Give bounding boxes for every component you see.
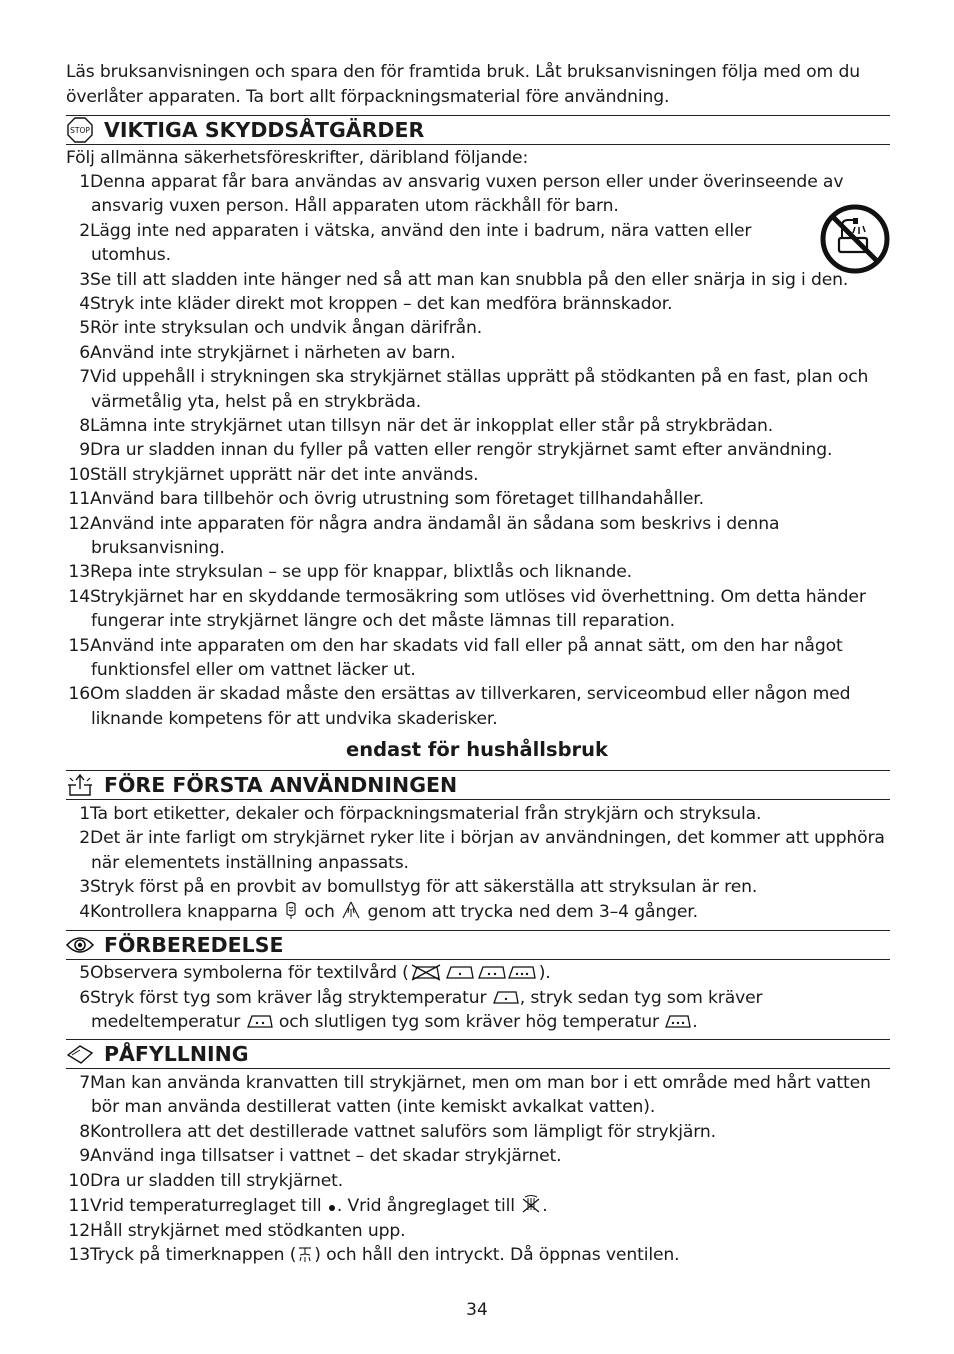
list-item bbox=[60, 1144, 562, 1168]
item-text: Använd bara tillbehör och övrig utrustning som företaget tillhandahåller. bbox=[90, 489, 704, 510]
list-item bbox=[60, 1243, 680, 1267]
item-text-continuation: bör man använda destillerat vatten (inte kemiskt avkalkat vatten). bbox=[91, 1097, 656, 1118]
item-number: 8 bbox=[79, 416, 90, 436]
item-number: 4 bbox=[79, 902, 90, 922]
section-title: FÖRBEREDELSE bbox=[104, 933, 284, 957]
item-text: Kontrollera att det destillerade vattnet saluförs som lämpligt för strykjärn. bbox=[90, 1121, 716, 1142]
textile-care-symbols-icon bbox=[409, 963, 539, 981]
item-text: Använd inga tillsatser i vattnet – det skadar strykjärnet. bbox=[90, 1146, 562, 1167]
unpack-box-icon bbox=[66, 773, 94, 797]
item-text: Rör inte stryksulan och undvik ångan därifrån. bbox=[90, 318, 483, 339]
item-number: 12 bbox=[68, 1221, 90, 1241]
item-text-continuation bbox=[91, 1010, 698, 1034]
list-item bbox=[60, 986, 763, 1033]
item-text: Det är inte farligt om strykjärnet ryker lite i början av användningen, det kommer att upphöra bbox=[90, 828, 885, 849]
item-text: Stryk inte kläder direkt mot kroppen – det kan medföra brännskador. bbox=[90, 294, 673, 314]
item-text bbox=[90, 986, 762, 1010]
item-text: Denna apparat får bara användas av ansvarig vuxen person eller under överinseende av bbox=[90, 172, 844, 192]
intro-line: överlåter apparaten. Ta bort allt förpackningsmaterial före användning. bbox=[66, 86, 670, 107]
item-number: 4 bbox=[79, 294, 90, 314]
item-text bbox=[90, 1194, 548, 1218]
item-text: Använd inte apparaten om den har skadats vid fall eller på annat sätt, om den har något bbox=[90, 635, 843, 656]
item-number: 11 bbox=[68, 1196, 90, 1216]
list-item bbox=[60, 802, 762, 826]
no-steam-icon bbox=[520, 1194, 542, 1214]
list-item bbox=[60, 316, 483, 340]
item-text-continuation: utomhus. bbox=[91, 245, 171, 266]
item-text-continuation: ansvarig vuxen person. Håll apparaten utom räckhåll för barn. bbox=[91, 196, 619, 217]
item-text: Repa inte stryksulan – se upp för knappar, blixtlås och liknande. bbox=[90, 562, 632, 583]
item-text: Strykjärnet har en skyddande termosäkring som utlöses vid överhettning. Om detta händer bbox=[90, 586, 866, 607]
list-item bbox=[60, 292, 673, 316]
list-item bbox=[60, 414, 774, 438]
item-number: 1 bbox=[79, 172, 90, 192]
item-number: 13 bbox=[68, 562, 90, 583]
item-number: 3 bbox=[79, 269, 90, 290]
item-text bbox=[90, 900, 698, 924]
item-text-part: Stryk först tyg som kräver låg stryktemperatur bbox=[90, 988, 487, 1008]
dot-setting-icon bbox=[327, 1200, 337, 1214]
item-number: 11 bbox=[68, 489, 90, 510]
iron-medium-icon bbox=[246, 1012, 274, 1030]
item-number: 13 bbox=[68, 1245, 90, 1265]
item-text: Dra ur sladden till strykjärnet. bbox=[90, 1170, 344, 1191]
item-text: Använd inte strykjärnet i närheten av barn. bbox=[90, 342, 456, 363]
item-text: Lägg inte ned apparaten i vätska, använd den inte i badrum, nära vatten eller bbox=[90, 220, 752, 241]
steam-burst-icon bbox=[340, 900, 362, 920]
item-text-continuation: när elementets inställning anpassats. bbox=[91, 852, 409, 873]
item-text: Dra ur sladden innan du fyller på vatten eller rengör strykjärnet samt efter användning. bbox=[90, 440, 833, 461]
filling-heading bbox=[66, 1039, 890, 1069]
list-item bbox=[60, 438, 833, 462]
item-text: Ställ strykjärnet upprätt när det inte används. bbox=[90, 464, 479, 485]
list-item bbox=[60, 634, 843, 680]
list-item bbox=[60, 1120, 716, 1144]
list-item bbox=[60, 268, 849, 292]
item-text: Man kan använda kranvatten till strykjärnet, men om man bor i ett område med hårt vatten bbox=[90, 1073, 871, 1093]
stop-icon bbox=[66, 118, 94, 142]
household-note: endast för hushållsbruk bbox=[345, 738, 609, 761]
item-text-part: Vrid temperaturreglaget till bbox=[90, 1196, 322, 1216]
list-item bbox=[60, 900, 698, 924]
item-text-part: Kontrollera knapparna bbox=[90, 902, 278, 922]
item-text-part: . bbox=[542, 1196, 548, 1216]
list-item bbox=[60, 463, 479, 487]
item-text: Lämna inte strykjärnet utan tillsyn när det är inkopplat eller står på strykbrädan. bbox=[90, 416, 774, 436]
item-text-continuation: värmetålig yta, helst på en strykbräda. bbox=[91, 391, 422, 412]
list-item bbox=[60, 1194, 548, 1218]
intro-text bbox=[66, 60, 896, 109]
item-number: 14 bbox=[68, 586, 90, 607]
no-bathroom-icon bbox=[820, 204, 890, 274]
timer-button-icon bbox=[296, 1245, 314, 1263]
item-text-part: medeltemperatur bbox=[91, 1012, 241, 1033]
item-text: Om sladden är skadad måste den ersättas av tillverkaren, serviceombud eller någon med bbox=[90, 684, 851, 705]
item-number: 9 bbox=[79, 440, 90, 461]
list-item bbox=[60, 512, 780, 558]
item-number: 2 bbox=[79, 220, 90, 241]
item-text-part: genom att trycka ned dem 3–4 gånger. bbox=[367, 902, 698, 922]
item-text-part: , stryk sedan tyg som kräver bbox=[519, 988, 763, 1008]
item-text-continuation: bruksanvisning. bbox=[91, 537, 225, 558]
before-first-use-heading bbox=[66, 770, 890, 800]
water-tank-icon bbox=[66, 1042, 94, 1066]
safety-subtitle: Följ allmänna säkerhetsföreskrifter, däribland följande: bbox=[66, 148, 529, 168]
svg-text:STOP: STOP bbox=[70, 126, 90, 135]
item-text-part: . bbox=[692, 1012, 698, 1033]
item-number: 15 bbox=[68, 635, 90, 656]
list-item bbox=[60, 585, 866, 632]
item-number: 7 bbox=[79, 367, 90, 388]
list-item bbox=[60, 961, 551, 985]
item-number: 10 bbox=[68, 464, 90, 485]
item-text: Vid uppehåll i strykningen ska strykjärnet ställas upprätt på stödkanten på en fast, plan och bbox=[90, 367, 869, 388]
list-item bbox=[60, 1169, 344, 1193]
section-title: PÅFYLLNING bbox=[104, 1042, 249, 1066]
item-text-continuation: fungerar inte strykjärnet längre och det måste lämnas till reparation. bbox=[91, 611, 675, 632]
item-text-part: och slutligen tyg som kräver hög temperatur bbox=[278, 1012, 659, 1033]
spray-button-icon bbox=[283, 900, 299, 920]
item-number: 5 bbox=[79, 963, 90, 983]
item-number: 6 bbox=[79, 342, 90, 363]
section-title: FÖRE FÖRSTA ANVÄNDNINGEN bbox=[104, 773, 458, 797]
item-text: Använd inte apparaten för några andra ändamål än sådana som beskrivs i denna bbox=[90, 513, 780, 534]
list-item bbox=[60, 219, 752, 266]
item-number: 1 bbox=[79, 804, 90, 824]
item-number: 3 bbox=[79, 877, 90, 898]
list-item bbox=[60, 487, 704, 511]
preparation-heading bbox=[66, 930, 890, 960]
item-text-continuation: funktionsfel eller om vattnet läcker ut. bbox=[91, 659, 416, 680]
item-text-part: och bbox=[304, 902, 335, 922]
safety-heading bbox=[66, 115, 890, 145]
list-item bbox=[60, 341, 456, 365]
eye-icon bbox=[66, 933, 94, 957]
list-item bbox=[60, 365, 869, 412]
item-text: Ta bort etiketter, dekaler och förpackningsmaterial från strykjärn och stryksula. bbox=[90, 804, 762, 824]
list-item bbox=[60, 1219, 406, 1243]
item-text bbox=[90, 961, 551, 985]
intro-line: Läs bruksanvisningen och spara den för framtida bruk. Låt bruksanvisningen följa med om du bbox=[66, 62, 860, 82]
item-number: 9 bbox=[79, 1146, 90, 1167]
item-number: 6 bbox=[79, 988, 90, 1008]
item-text-part: Observera symbolerna för textilvård ( bbox=[90, 963, 409, 983]
item-number: 12 bbox=[68, 513, 90, 534]
item-number: 7 bbox=[79, 1073, 90, 1093]
list-item bbox=[60, 875, 758, 899]
item-text-part: Tryck på timerknappen ( bbox=[90, 1245, 297, 1265]
list-item bbox=[60, 1071, 871, 1118]
item-text bbox=[90, 1243, 679, 1267]
list-item bbox=[60, 682, 851, 729]
iron-low-icon bbox=[492, 988, 520, 1006]
item-number: 10 bbox=[68, 1170, 90, 1191]
list-item bbox=[60, 560, 632, 584]
item-text: Håll strykjärnet med stödkanten upp. bbox=[90, 1221, 406, 1241]
item-number: 16 bbox=[68, 684, 90, 705]
item-number: 2 bbox=[79, 828, 90, 849]
item-text-part: ). bbox=[538, 963, 551, 983]
item-text: Stryk först på en provbit av bomullstyg för att säkerställa att stryksulan är ren. bbox=[90, 877, 758, 898]
item-text-continuation: liknande kompetens för att undvika skaderisker. bbox=[91, 708, 498, 729]
item-text-part: . Vrid ångreglaget till bbox=[336, 1196, 515, 1216]
list-item bbox=[60, 826, 885, 873]
section-title: VIKTIGA SKYDDSÅTGÄRDER bbox=[104, 118, 425, 142]
list-item bbox=[60, 170, 844, 217]
item-number: 8 bbox=[79, 1121, 90, 1142]
item-text: Se till att sladden inte hänger ned så att man kan snubbla på den eller snärja in sig i den. bbox=[90, 269, 849, 290]
item-number: 5 bbox=[79, 318, 90, 339]
iron-high-icon bbox=[664, 1012, 692, 1030]
item-text-part: ) och håll den intryckt. Då öppnas ventilen. bbox=[314, 1245, 680, 1265]
page-number: 34 bbox=[466, 1300, 488, 1320]
